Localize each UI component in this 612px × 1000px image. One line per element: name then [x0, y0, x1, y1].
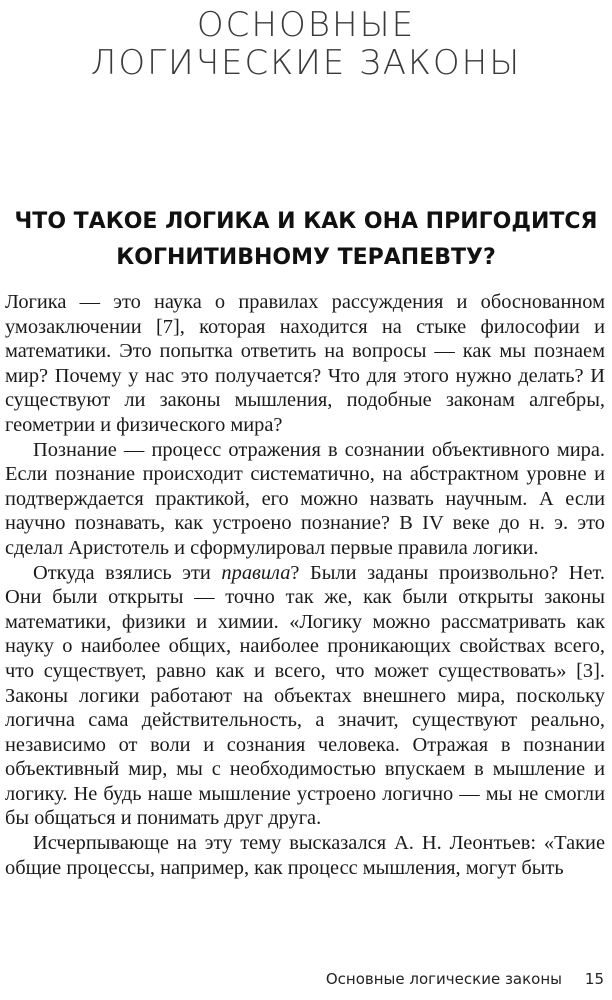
paragraph-1: Логика — это наука о правилах рассуждения и обоснованном умозаключении [7], которая находится на стыке философии и математики. Это попытка ответить на вопросы — как мы познаем мир? Почему у нас это получается? Что для этого нужно делать? И существуют ли законы мышления, подобные законам алгебры, геометрии и физического мира?	[5, 291, 605, 436]
body-text	[5, 290, 605, 880]
running-head: Основные логические законы	[325, 970, 562, 988]
chapter-title-line-2: ЛОГИЧЕСКИЕ ЗАКОНЫ	[90, 43, 522, 83]
chapter-title-line-1: ОСНОВНЫЕ	[196, 5, 416, 45]
paragraph-3-rest: ? Были заданы произвольно? Нет. Они были открыты — точно так же, как были открыты законы математики, физики и химии. «Логику можно рассматривать как науку о наиболее общих, наиболее проникающих свойствах всего, что существует, равно как и всего, что может существовать» [3]. Законы логики работают на объектах внешнего мира, поскольку логична сама действительность, а значит, существуют реально, независимо от воли и сознания человека. Отражая в познании объективный мир, мы с необходимостью впускаем в мышление и логику. Не будь наше мышление устроено логично — мы не смогли бы общаться и понимать друг друга.	[5, 561, 605, 830]
section-heading	[0, 204, 612, 276]
page-number: 15	[584, 970, 604, 988]
paragraph-2: Познание — процесс отражения в сознании объективного мира. Если познание происходит систематично, на абстрактном уровне и подтверждается практикой, его можно назвать научным. А если научно познавать, как устроено познание? В IV веке до н. э. это сделал Аристотель и сформулировал первые правила логики.	[5, 438, 605, 559]
page-footer	[0, 970, 612, 990]
section-heading-line-2: КОГНИТИВНОМУ ТЕРАПЕВТУ?	[116, 245, 496, 270]
chapter-title	[0, 6, 612, 82]
paragraph-3-start: Откуда взялись эти	[33, 561, 222, 584]
paragraph-4: Исчерпывающе на эту тему высказался А. Н. Леонтьев: «Такие общие процессы, например, как процесс мышления, могут быть	[5, 832, 605, 879]
section-heading-line-1: ЧТО ТАКОЕ ЛОГИКА И КАК ОНА ПРИГОДИТСЯ	[14, 209, 598, 234]
paragraph-3-emphasis: правила	[221, 561, 291, 584]
paragraph-3	[5, 561, 605, 832]
